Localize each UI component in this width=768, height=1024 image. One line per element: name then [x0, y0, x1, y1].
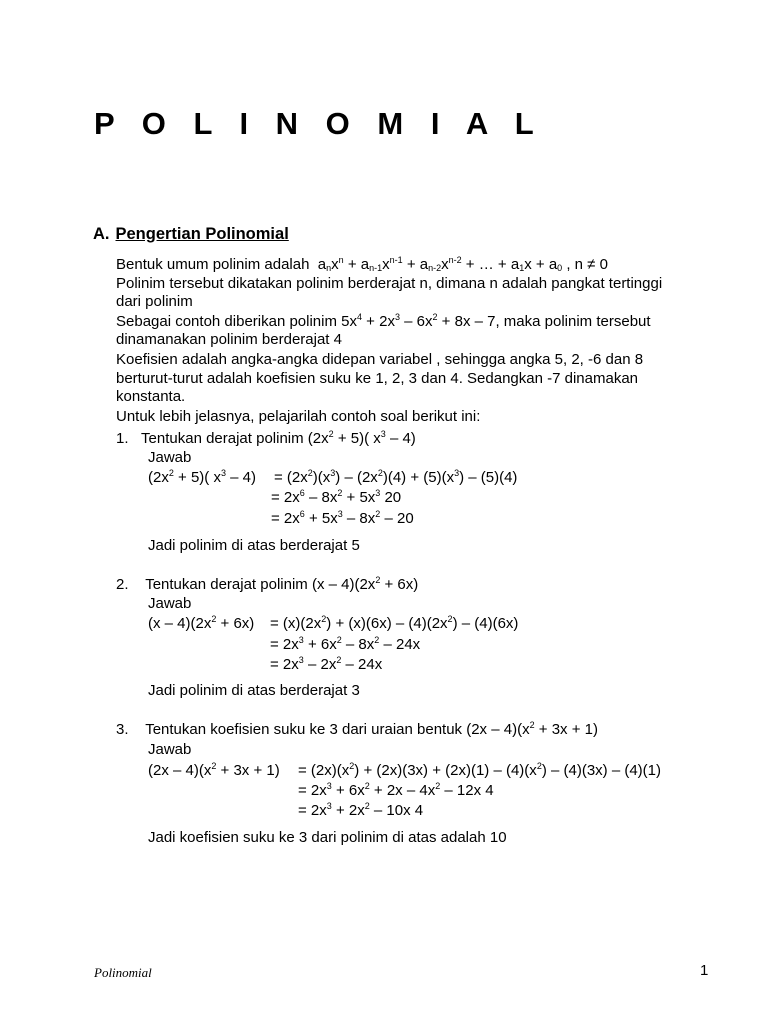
solution-line: = $2x^6 - 8x^2 + 5x^3$ 20	[271, 488, 402, 506]
solution-line: = $2x^3 + 2x^2 - 10x$ 4	[298, 801, 424, 819]
intro-line: Polinim tersebut dikatakan polinim berderajat n, dimana n adalah pangkat tertinggi	[116, 275, 663, 292]
intro-line: Untuk lebih jelasnya, pelajarilah contoh soal berikut ini:	[116, 408, 481, 425]
solution-line: = $(x)(2x^2) + (x)(6x) - (4)(2x^2) - (4)(6x)$	[270, 614, 519, 632]
example-question: 2. Tentukan derajat polinim $(x - 4)(2x^2 + 6x)$	[116, 575, 419, 593]
solution-line: = $2x^3 + 6x^2 - 8x^2 - 24x$	[270, 635, 421, 653]
document-title: P O L I N O M I A L	[94, 106, 544, 141]
solution-line: = $2x^3 + 6x^2 + 2x - 4x^2 - 12x$ 4	[298, 781, 494, 799]
page-number: 1	[700, 962, 709, 979]
solution-line: = $(2x^2)(x^3) - (2x^2)(4) + (5)(x^3) - (5)(4)$	[274, 468, 518, 486]
intro-line: Koefisien adalah angka-angka didepan variabel , sehingga angka 5, 2, -6 dan 8	[116, 351, 644, 368]
example-question: 3. Tentukan koefisien suku ke 3 dari uraian bentuk $(2x - 4)(x^2 + 3x + 1)$	[116, 720, 598, 738]
example-question: 1. Tentukan derajat polinim $(2x^2 + 5)$( $x^3 - 4$)	[116, 429, 416, 447]
intro-line: dinamanakan polinim berderajat 4	[116, 331, 342, 348]
solution-line: $(2x^2 + 5)$( $x^3 - 4$)	[148, 468, 256, 486]
conclusion: Jadi polinim di atas berderajat 5	[148, 537, 360, 554]
section-heading	[93, 225, 289, 244]
solution-line: = $2x^6 + 5x^3 - 8x^2 - 20$	[271, 509, 414, 527]
footer-title: Polinomial	[94, 965, 152, 980]
intro-line: berturut-turut adalah koefisien suku ke 1, 2, 3 dan 4. Sedangkan -7 dinamakan	[116, 370, 639, 387]
intro-line: konstanta.	[116, 388, 186, 405]
conclusion: Jadi koefisien suku ke 3 dari polinim di atas adalah 10	[148, 829, 507, 846]
solution-line: $(2x - 4)(x^2 + 3x + 1)$	[148, 761, 280, 779]
general-form-line: Bentuk umum polinim adalah $a_nx^n + a_{n-1}x^{n-1} + a_{n-2}x^{n-2}$ + … + $a_1x + a_0$ , n ≠ 0	[116, 255, 608, 273]
conclusion: Jadi polinim di atas berderajat 3	[148, 682, 360, 699]
solution-line: = $(2x)(x^2) + (2x)(3x) + (2x)(1) - (4)(x^2) - (4)(3x) - (4)(1)$	[298, 761, 662, 779]
section-title: Pengertian Polinomial	[115, 225, 289, 243]
intro-line: Sebagai contoh diberikan polinim $5x^4 + 2x^3 - 6x^2 + 8x - 7$, maka polinim tersebut	[116, 312, 651, 330]
answer-label: Jawab	[148, 449, 192, 466]
solution-line: $(x - 4)(2x^2 + 6x)$	[148, 614, 255, 632]
intro-line: dari polinim	[116, 293, 193, 310]
answer-label: Jawab	[148, 741, 192, 758]
section-letter: A.	[93, 225, 110, 243]
solution-line: = $2x^3 - 2x^2 - 24x$	[270, 655, 383, 673]
answer-label: Jawab	[148, 595, 192, 612]
